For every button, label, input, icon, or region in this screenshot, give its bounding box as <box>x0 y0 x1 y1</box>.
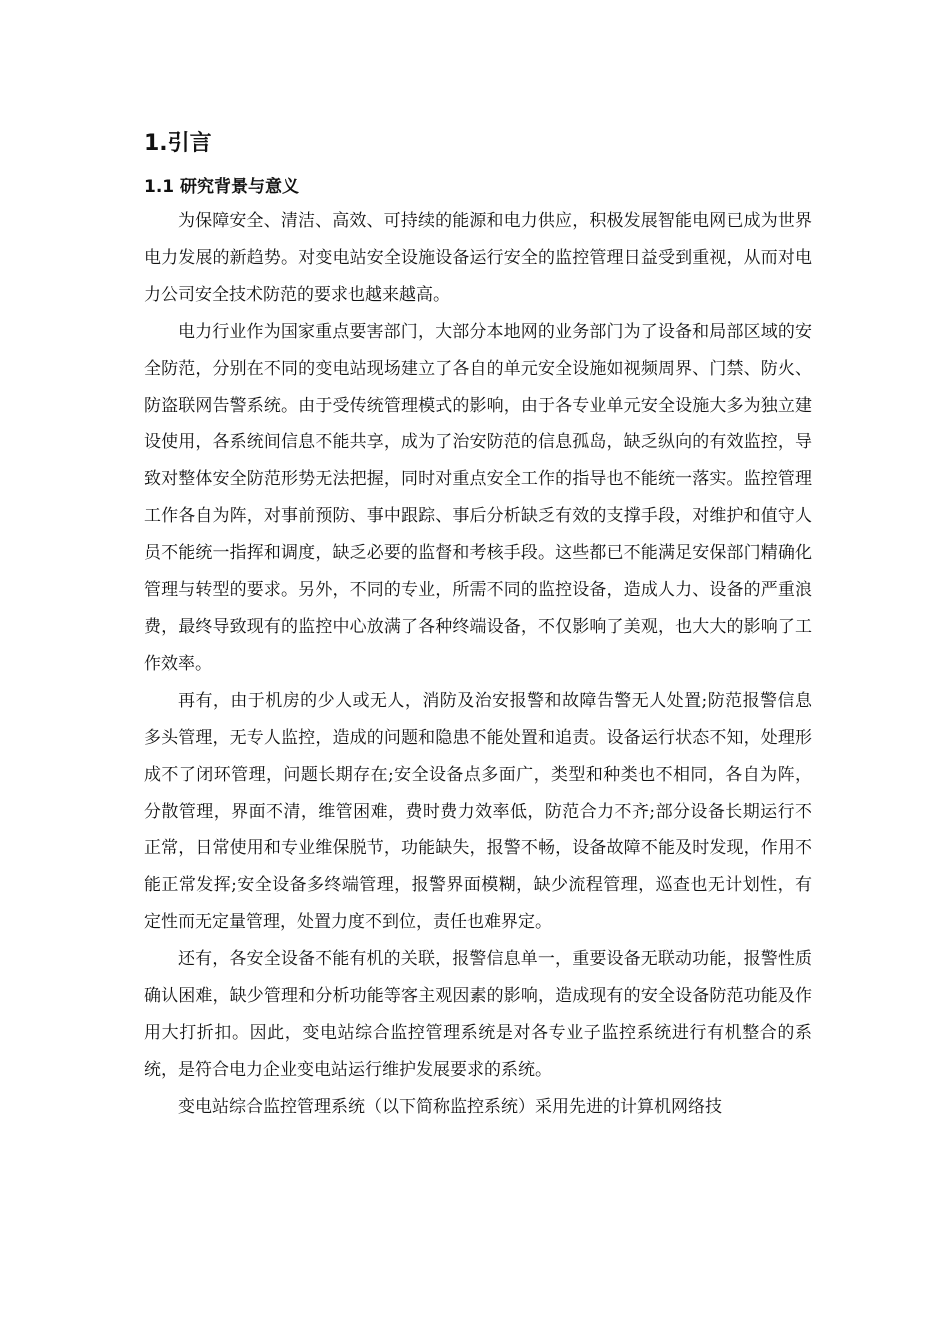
body-text <box>144 203 812 1126</box>
section-title: 1.1 研究背景与意义 <box>144 177 300 197</box>
paragraph-3: 再有，由于机房的少人或无人，消防及治安报警和故障告警无人处置;防范报警信息多头管理，无专人监控，造成的问题和隐患不能处置和追责。设备运行状态不知，处理形成不了闭环管理，问题长期存在;安全设备点多面广，类型和种类也不相同，各自为阵，分散管理，界面不清，维管困难，费时费力效率低，防范合力不齐;部分设备长期运行不正常，日常使用和专业维保脱节，功能缺失，报警不畅，设备故障不能及时发现，作用不能正常发挥;安全设备多终端管理，报警界面模糊，缺少流程管理，巡查也无计划性，有定性而无定量管理，处置力度不到位，责任也难界定。 <box>144 690 812 933</box>
paragraph-1: 为保障安全、清洁、高效、可持续的能源和电力供应，积极发展智能电网已成为世界电力发展的新趋势。对变电站安全设施设备运行安全的监控管理日益受到重视，从而对电力公司安全技术防范的要求也越来越高。 <box>144 211 812 305</box>
paragraph-4: 还有，各安全设备不能有机的关联，报警信息单一，重要设备无联动功能，报警性质确认困难，缺少管理和分析功能等客主观因素的影响，造成现有的安全设备防范功能及作用大打折扣。因此，变电站综合监控管理系统是对各专业子监控系统进行有机整合的系统，是符合电力企业变电站运行维护发展要求的系统。 <box>144 949 812 1080</box>
paragraph-5: 变电站综合监控管理系统（以下简称监控系统）采用先进的计算机网络技 <box>178 1096 722 1117</box>
chapter-title: 1.引言 <box>144 131 212 156</box>
paragraph-2: 电力行业作为国家重点要害部门，大部分本地网的业务部门为了设备和局部区域的安全防范，分别在不同的变电站现场建立了各自的单元安全设施如视频周界、门禁、防火、防盗联网告警系统。由于受传统管理模式的影响，由于各专业单元安全设施大多为独立建设使用，各系统间信息不能共享，成为了治安防范的信息孤岛，缺乏纵向的有效监控，导致对整体安全防范形势无法把握，同时对重点安全工作的指导也不能统一落实。监控管理工作各自为阵，对事前预防、事中跟踪、事后分析缺乏有效的支撑手段，对维护和值守人员不能统一指挥和调度，缺乏必要的监督和考核手段。这些都已不能满足安保部门精确化管理与转型的要求。另外，不同的专业，所需不同的监控设备，造成人力、设备的严重浪费，最终导致现有的监控中心放满了各种终端设备，不仅影响了美观，也大大的影响了工作效率。 <box>144 321 812 674</box>
